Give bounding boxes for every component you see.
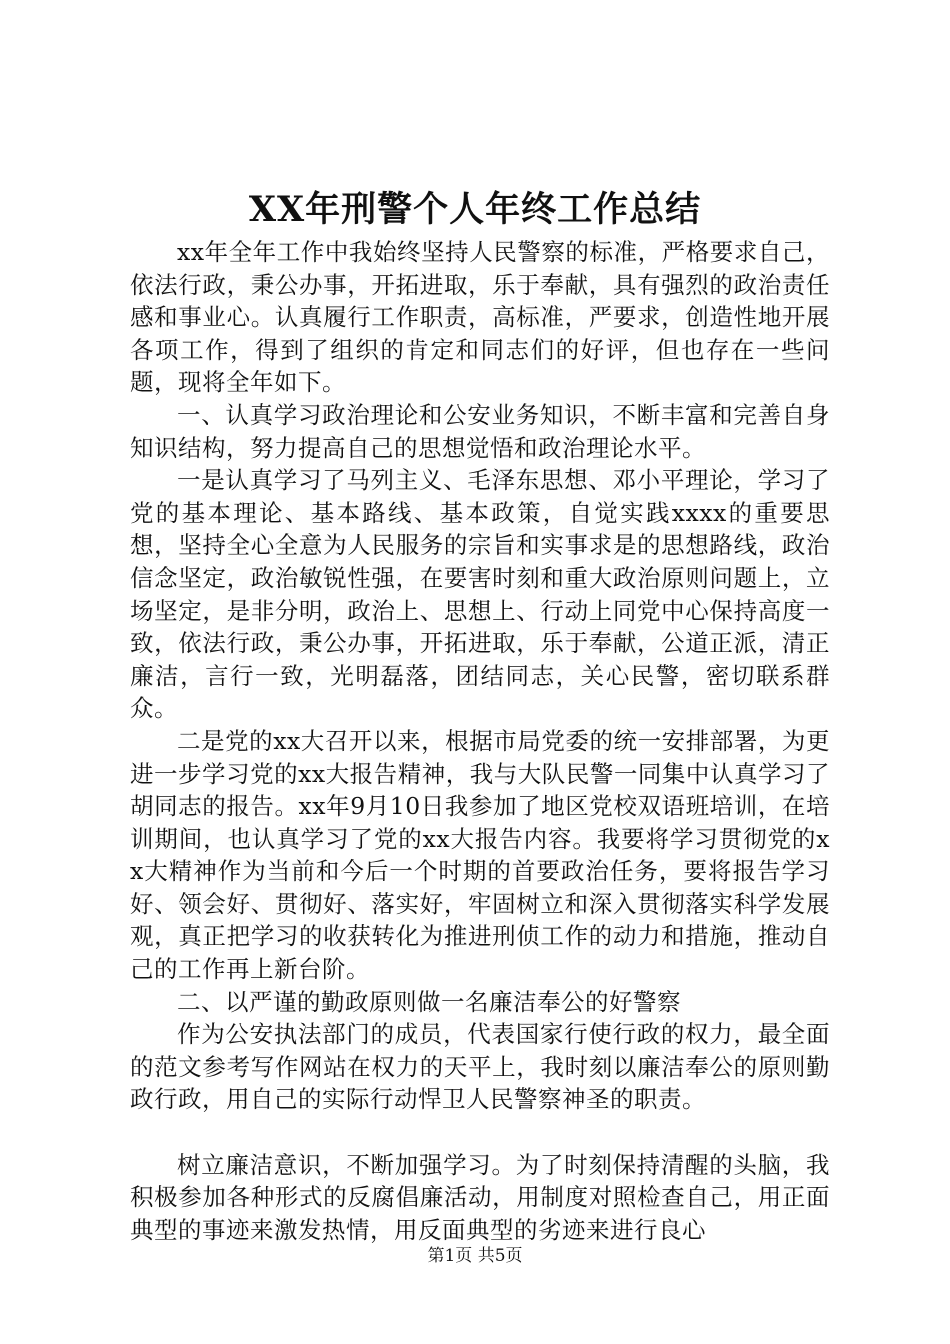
- page-footer: 第1页 共5页: [427, 1246, 523, 1266]
- paragraph-section-two-body: 作为公安执法部门的成员，代表国家行使行政的权力，最全面的范文参考写作网站在权力的天平上，我时刻以廉洁奉公的原则勤政行政，用自己的实际行动悍卫人民警察神圣的职责。: [130, 1020, 830, 1114]
- paragraph-section-two-heading: 二、以严谨的勤政原则做一名廉洁奉公的好警察: [177, 987, 681, 1016]
- paragraph-point-two: 二是党的xx大召开以来，根据市局党委的统一安排部署，为更进一步学习党的xx大报告精神，我与大队民警一同集中认真学习了胡同志的报告。xx年9月10日我参加了地区党校双语班培训，在培训期间，也认真学习了党的xx大报告内容。我要将学习贯彻党的xx大精神作为当前和今后一个时期的首要政治任务，要将报告学习好、领会好、贯彻好、落实好，牢固树立和深入贯彻落实科学发展观，真正把学习的收获转化为推进刑侦工作的动力和措施，推动自己的工作再上新台阶。: [130, 726, 830, 984]
- paragraph-section-one-heading: 一、认真学习政治理论和公安业务知识，不断丰富和完善自身知识结构，努力提高自己的思想觉悟和政治理论水平。: [130, 400, 830, 462]
- paragraph-intro: xx年全年工作中我始终坚持人民警察的标准，严格要求自己，依法行政，秉公办事，开拓进取，乐于奉献，具有强烈的政治责任感和事业心。认真履行工作职责，高标准，严要求，创造性地开展各项工作，得到了组织的肯定和同志们的好评，但也存在一些问题，现将全年如下。: [130, 238, 830, 397]
- paragraph-spacer: [130, 1116, 830, 1149]
- document-title: XX年刑警个人年终工作总结: [248, 189, 702, 230]
- paragraph-integrity: 树立廉洁意识，不断加强学习。为了时刻保持清醒的头脑，我积极参加各种形式的反腐倡廉活动，用制度对照检查自己，用正面典型的事迹来激发热情，用反面典型的劣迹来进行良心: [130, 1150, 830, 1244]
- paragraph-point-one: 一是认真学习了马列主义、毛泽东思想、邓小平理论，学习了党的基本理论、基本路线、基本政策，自觉实践xxxx的重要思想，坚持全心全意为人民服务的宗旨和实事求是的思想路线，政治信念坚定，政治敏锐性强，在要害时刻和重大政治原则问题上，立场坚定，是非分明，政治上、思想上、行动上同党中心保持高度一致，依法行政，秉公办事，开拓进取，乐于奉献，公道正派，清正廉洁，言行一致，光明磊落，团结同志，关心民警，密切联系群众。: [130, 466, 830, 723]
- document-body: [130, 236, 830, 1246]
